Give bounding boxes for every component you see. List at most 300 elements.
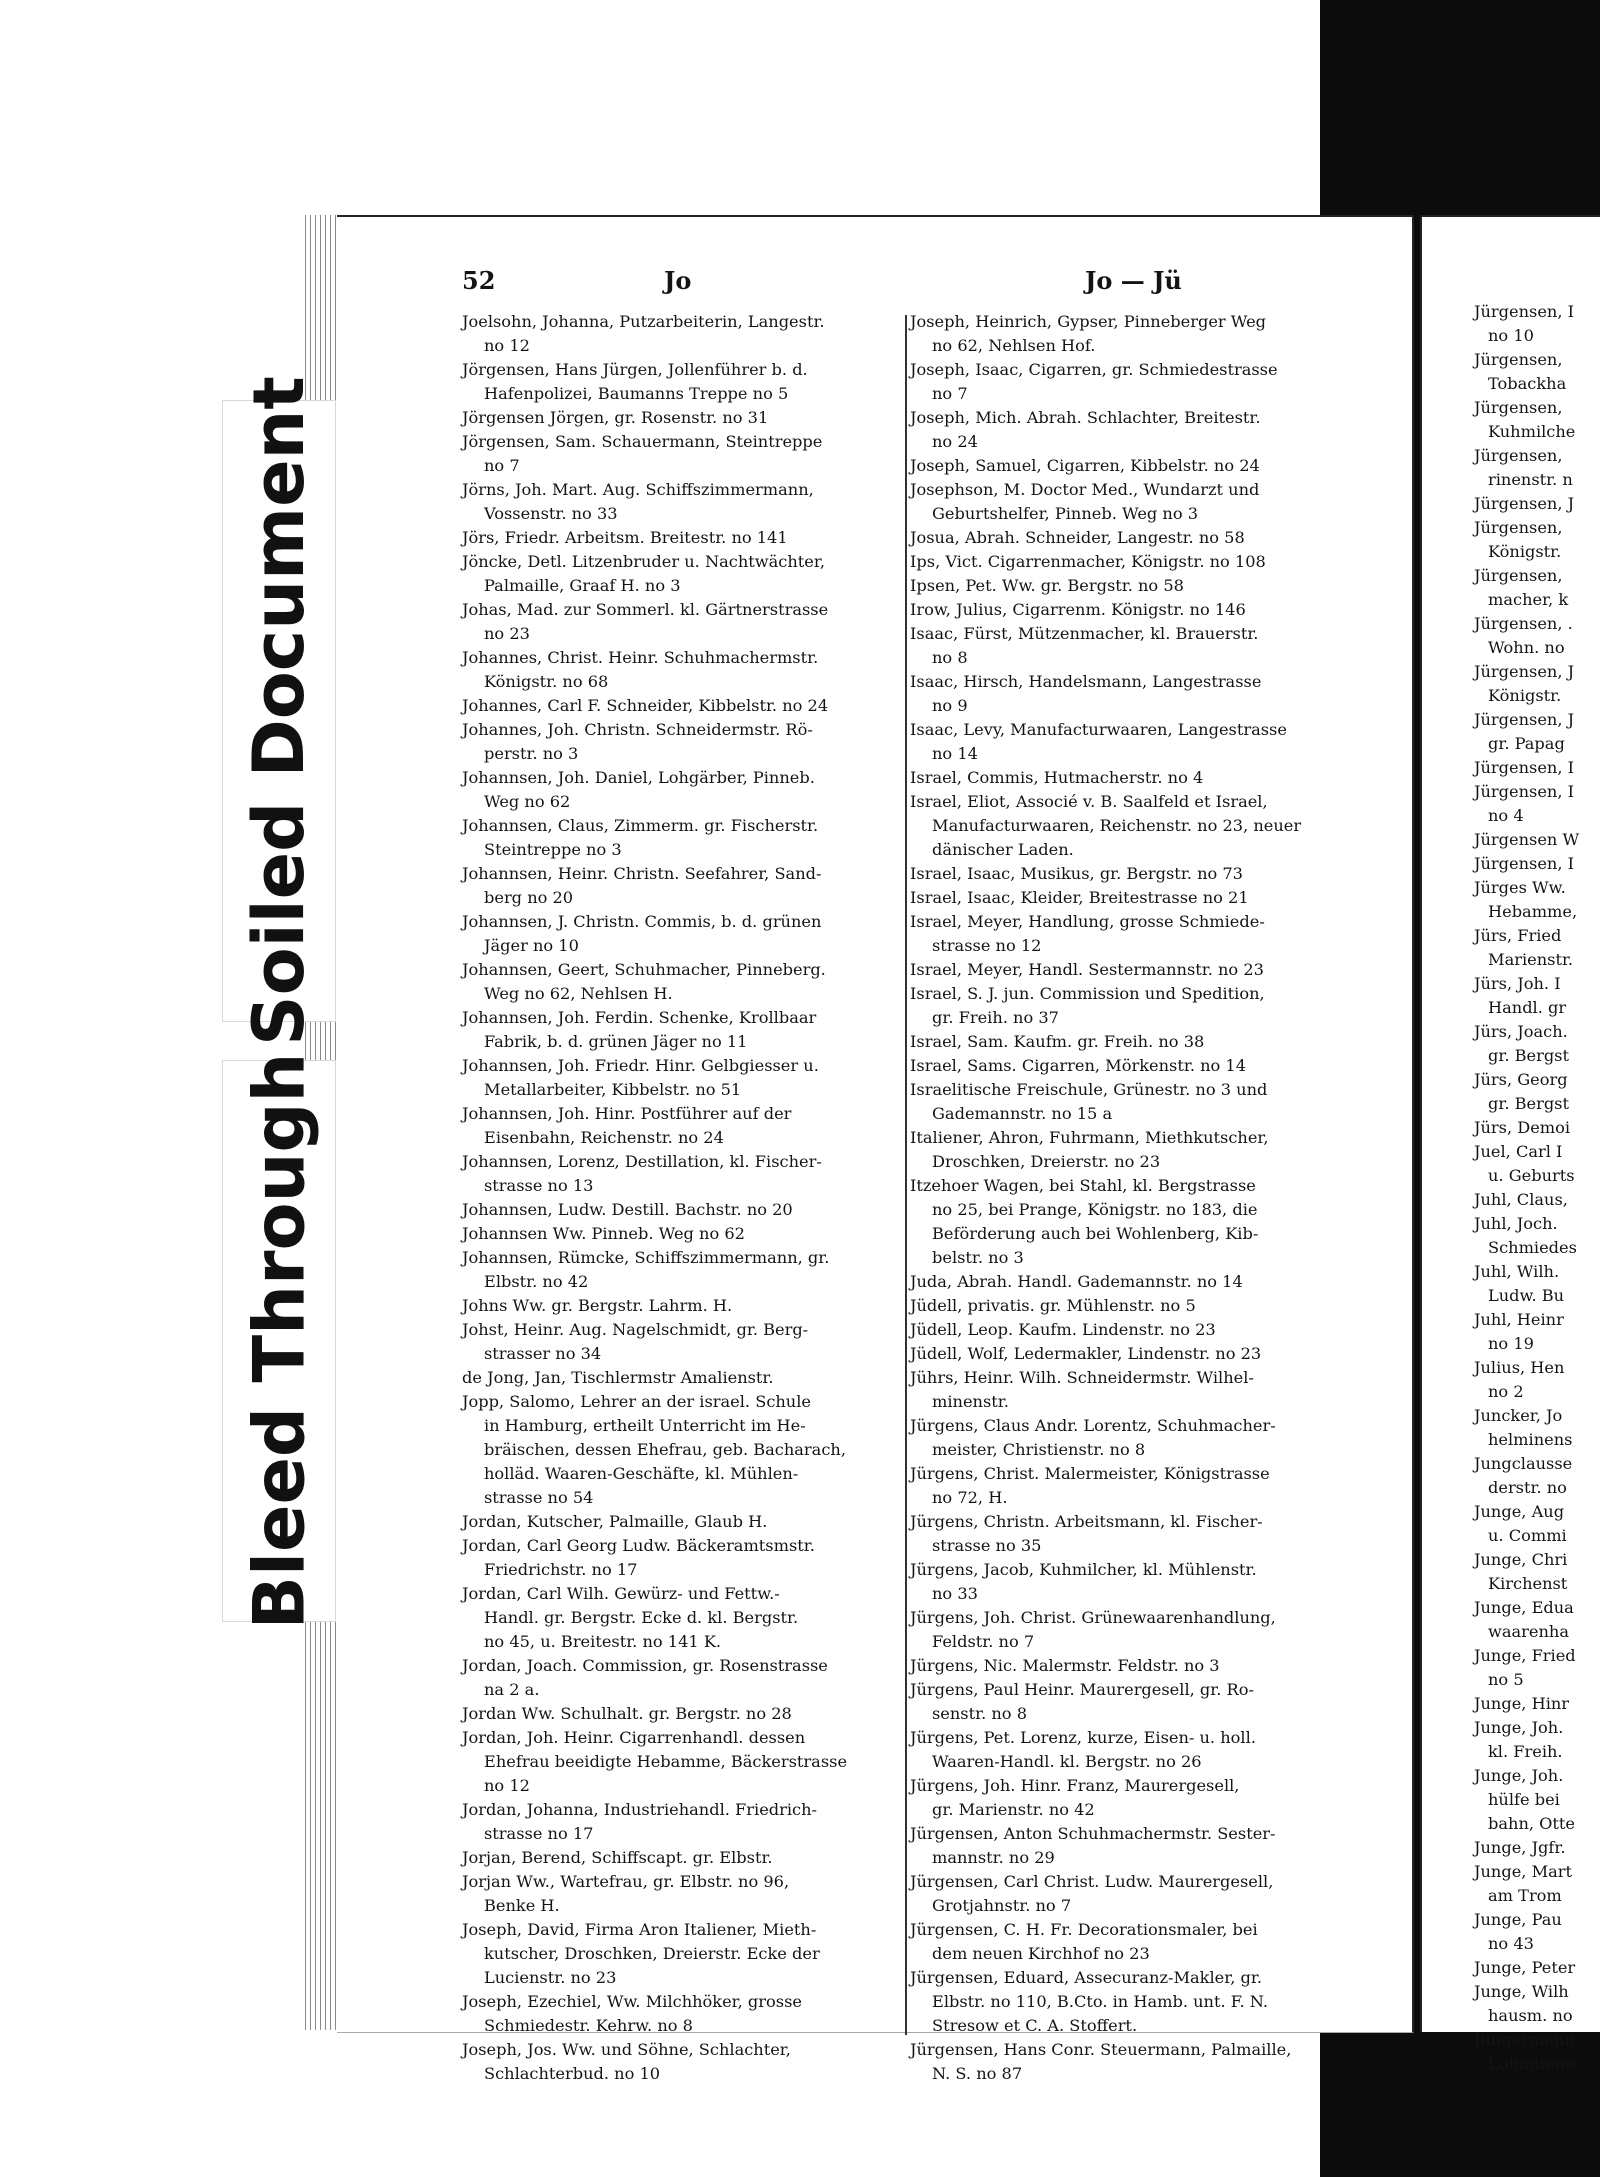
facing-page-line: helminens	[1488, 1430, 1573, 1449]
facing-page-line: Kuhmilche	[1488, 422, 1576, 441]
facing-page-line: Ludw. Bu	[1488, 1286, 1565, 1305]
entry-name-line: Johas, Mad. zur Sommerl. kl. Gärtnerstrasse	[462, 600, 829, 619]
entry-name-line: Johannsen, Claus, Zimmerm. gr. Fischerstr.	[462, 816, 819, 835]
entry-continuation-line: strasser no 34	[484, 1344, 602, 1363]
facing-page-column	[1474, 300, 1600, 2076]
facing-page-line: Jürgensen,	[1474, 446, 1563, 465]
entry-name-line: Joseph, David, Firma Aron Italiener, Mieth-	[462, 1920, 817, 1939]
entry-name-line: Isaac, Hirsch, Handelsmann, Langestrasse	[910, 672, 1262, 691]
directory-entry	[910, 526, 1355, 550]
entry-name-line: Jürgens, Pet. Lorenz, kurze, Eisen- u. holl.	[910, 1728, 1256, 1747]
entry-name-line: Jordan, Carl Wilh. Gewürz- und Fettw.-	[462, 1584, 780, 1603]
soiled-document-label: Soiled Document	[238, 376, 320, 1046]
entry-name-line: Jürgens, Christn. Arbeitsmann, kl. Fischer-	[910, 1512, 1263, 1531]
entry-name-line: Ips, Vict. Cigarrenmacher, Königstr. no 108	[910, 552, 1266, 571]
directory-entry	[462, 1102, 907, 1150]
directory-entry	[462, 1870, 907, 1918]
entry-name-line: Israel, Sam. Kaufm. gr. Freih. no 38	[910, 1032, 1205, 1051]
entry-name-line: Isaac, Fürst, Mützenmacher, kl. Brauerstr.	[910, 624, 1259, 643]
facing-page-line: Jürgensen, J	[1474, 662, 1575, 681]
facing-page-line: gr. Bergst	[1488, 1094, 1569, 1113]
entry-name-line: Israel, Commis, Hutmacherstr. no 4	[910, 768, 1204, 787]
entry-name-line: Johannsen, Joh. Hinr. Postführer auf der	[462, 1104, 792, 1123]
facing-page-line: no 43	[1488, 1934, 1534, 1953]
entry-name-line: Jürgens, Jacob, Kuhmilcher, kl. Mühlenstr.	[910, 1560, 1257, 1579]
entry-name-line: Johannsen, Joh. Daniel, Lohgärber, Pinneb.	[462, 768, 815, 787]
directory-entry	[910, 598, 1355, 622]
directory-entry	[910, 958, 1355, 982]
directory-entry	[910, 1414, 1355, 1462]
directory-entry	[462, 766, 907, 814]
facing-page-line: Jungclausse	[1474, 1454, 1573, 1473]
entry-name-line: Israel, S. J. jun. Commission und Spedition,	[910, 984, 1265, 1003]
facing-page-line: Julius, Hen	[1474, 1358, 1565, 1377]
directory-entry	[910, 1462, 1355, 1510]
entry-continuation-line: strasse no 13	[484, 1176, 594, 1195]
entry-name-line: Jürgensen, Carl Christ. Ludw. Maurergesell,	[910, 1872, 1274, 1891]
directory-entry	[462, 1390, 907, 1510]
directory-entry	[910, 1726, 1355, 1774]
facing-page-line: Jungermann	[1474, 2030, 1575, 2049]
directory-entry	[462, 1222, 907, 1246]
entry-continuation-line: holläd. Waaren-Geschäfte, kl. Mühlen-	[484, 1464, 799, 1483]
entry-continuation-line: belstr. no 3	[932, 1248, 1024, 1267]
entry-name-line: Johannes, Carl F. Schneider, Kibbelstr. no 24	[462, 696, 829, 715]
directory-entry	[910, 1510, 1355, 1558]
entry-name-line: Joseph, Heinrich, Gypser, Pinneberger Weg	[910, 312, 1267, 331]
entry-name-line: Jordan, Joh. Heinr. Cigarrenhandl. dessen	[462, 1728, 806, 1747]
entry-name-line: Jürgens, Joh. Christ. Grünewaarenhandlung,	[910, 1608, 1276, 1627]
facing-page-line: Juhl, Wilh.	[1474, 1262, 1560, 1281]
facing-page-line: Jürgensen W	[1474, 830, 1580, 849]
entry-continuation-line: kutscher, Droschken, Dreierstr. Ecke der	[484, 1944, 820, 1963]
entry-continuation-line: na 2 a.	[484, 1680, 540, 1699]
entry-continuation-line: Manufacturwaaren, Reichenstr. no 23, neuer	[932, 816, 1302, 835]
entry-name-line: Joseph, Jos. Ww. und Söhne, Schlachter,	[462, 2040, 791, 2059]
facing-page-line: Juel, Carl I	[1474, 1142, 1563, 1161]
entry-name-line: Jörgensen Jörgen, gr. Rosenstr. no 31	[462, 408, 769, 427]
directory-entry	[462, 1318, 907, 1366]
directory-entry	[910, 550, 1355, 574]
entry-continuation-line: Hafenpolizei, Baumanns Treppe no 5	[484, 384, 789, 403]
directory-entry	[910, 1966, 1355, 2038]
entry-name-line: Jürgens, Nic. Malermstr. Feldstr. no 3	[910, 1656, 1220, 1675]
entry-continuation-line: Beförderung auch bei Wohlenberg, Kib-	[932, 1224, 1259, 1243]
entry-continuation-line: in Hamburg, ertheilt Unterricht im He-	[484, 1416, 806, 1435]
directory-entry	[462, 2038, 907, 2086]
entry-continuation-line: Geburtshelfer, Pinneb. Weg no 3	[932, 504, 1199, 523]
facing-page-line: waarenha	[1488, 1622, 1569, 1641]
bleed-through-label: Bleed Through	[238, 1052, 320, 1630]
entry-name-line: Israel, Eliot, Associé v. B. Saalfeld et Israel,	[910, 792, 1268, 811]
entry-continuation-line: Grotjahnstr. no 7	[932, 1896, 1072, 1915]
entry-name-line: Johannsen, Lorenz, Destillation, kl. Fischer-	[462, 1152, 822, 1171]
facing-page-line: Jürs, Demoi	[1474, 1118, 1571, 1137]
entry-name-line: Johannsen, Joh. Friedr. Hinr. Gelbgiesser u.	[462, 1056, 819, 1075]
entry-continuation-line: dänischer Laden.	[932, 840, 1074, 859]
entry-name-line: Italiener, Ahron, Fuhrmann, Miethkutscher,	[910, 1128, 1269, 1147]
facing-page-line: Junge, Joh.	[1474, 1766, 1564, 1785]
facing-page-line: Königstr.	[1488, 686, 1562, 705]
facing-page-line: Handl. gr	[1488, 998, 1567, 1017]
entry-name-line: Johannsen Ww. Pinneb. Weg no 62	[462, 1224, 745, 1243]
entry-continuation-line: mannstr. no 29	[932, 1848, 1055, 1867]
directory-entry	[910, 622, 1355, 670]
facing-page-line: Lohndiene	[1488, 2054, 1575, 2073]
facing-page-line: Hebamme,	[1488, 902, 1578, 921]
facing-page-line: Jürgensen,	[1474, 518, 1563, 537]
entry-continuation-line: no 23	[484, 624, 530, 643]
facing-page-line: Junge, Wilh	[1474, 1982, 1569, 2001]
directory-entry	[462, 862, 907, 910]
facing-page-line: Junge, Edua	[1474, 1598, 1574, 1617]
facing-page-line: Königstr.	[1488, 542, 1562, 561]
facing-page-line: Jürgensen, I	[1474, 302, 1575, 321]
entry-continuation-line: Vossenstr. no 33	[484, 504, 618, 523]
directory-entry	[910, 2038, 1355, 2086]
page-number: 52	[462, 266, 496, 295]
entry-continuation-line: no 33	[932, 1584, 978, 1603]
entry-continuation-line: Benke H.	[484, 1896, 560, 1915]
entry-name-line: Johannsen, J. Christn. Commis, b. d. grünen	[462, 912, 822, 931]
directory-entry	[910, 982, 1355, 1030]
entry-name-line: Israel, Isaac, Kleider, Breitestrasse no 21	[910, 888, 1249, 907]
entry-name-line: Jorjan, Berend, Schiffscapt. gr. Elbstr.	[462, 1848, 773, 1867]
facing-page-line: rinenstr. n	[1488, 470, 1573, 489]
directory-entry	[462, 718, 907, 766]
entry-continuation-line: Weg no 62	[484, 792, 571, 811]
entry-continuation-line: Schlachterbud. no 10	[484, 2064, 661, 2083]
entry-continuation-line: no 7	[484, 456, 520, 475]
facing-page-line: hausm. no	[1488, 2006, 1573, 2025]
facing-page-line: Jürs, Joh. I	[1474, 974, 1561, 993]
entry-continuation-line: senstr. no 8	[932, 1704, 1027, 1723]
directory-entry	[462, 1726, 907, 1798]
directory-entry	[462, 406, 907, 430]
entry-name-line: Jüdell, Wolf, Ledermakler, Lindenstr. no 23	[910, 1344, 1262, 1363]
entry-name-line: Jüdell, privatis. gr. Mühlenstr. no 5	[910, 1296, 1196, 1315]
directory-entry	[910, 766, 1355, 790]
directory-entry	[462, 1654, 907, 1702]
entry-continuation-line: Eisenbahn, Reichenstr. no 24	[484, 1128, 724, 1147]
directory-entry	[910, 1174, 1355, 1270]
entry-continuation-line: strasse no 54	[484, 1488, 594, 1507]
directory-entry	[462, 1366, 907, 1390]
facing-page-line: u. Commi	[1488, 1526, 1567, 1545]
entry-continuation-line: Gademannstr. no 15 a	[932, 1104, 1113, 1123]
entry-name-line: Jürgens, Claus Andr. Lorentz, Schuhmacher-	[910, 1416, 1276, 1435]
directory-entry	[462, 1918, 907, 1990]
entry-continuation-line: no 12	[484, 336, 530, 355]
directory-entry	[910, 1822, 1355, 1870]
entry-name-line: Johannsen, Ludw. Destill. Bachstr. no 20	[462, 1200, 793, 1219]
entry-continuation-line: Droschken, Dreierstr. no 23	[932, 1152, 1161, 1171]
directory-entry	[910, 910, 1355, 958]
directory-entry	[910, 478, 1355, 526]
entry-name-line: Joseph, Samuel, Cigarren, Kibbelstr. no 24	[910, 456, 1260, 475]
facing-page-line: Marienstr.	[1488, 950, 1574, 969]
entry-continuation-line: minenstr.	[932, 1392, 1009, 1411]
directory-entry	[910, 1366, 1355, 1414]
directory-entry	[462, 1798, 907, 1846]
facing-page-line: hülfe bei	[1488, 1790, 1560, 1809]
facing-page-line: Juncker, Jo	[1474, 1406, 1563, 1425]
entry-name-line: Jordan, Kutscher, Palmaille, Glaub H.	[462, 1512, 768, 1531]
entry-name-line: Jürgens, Paul Heinr. Maurergesell, gr. Ro-	[910, 1680, 1254, 1699]
entry-continuation-line: strasse no 35	[932, 1536, 1042, 1555]
entry-continuation-line: strasse no 12	[932, 936, 1042, 955]
entry-name-line: Jordan, Johanna, Industriehandl. Friedrich-	[462, 1800, 818, 1819]
running-header-left: Jo	[664, 266, 692, 295]
facing-page-line: macher, k	[1488, 590, 1569, 609]
entry-continuation-line: no 12	[484, 1776, 530, 1795]
directory-entry	[462, 478, 907, 526]
facing-page-line: Junge, Jgfr.	[1474, 1838, 1566, 1857]
facing-page-line: Junge, Joh.	[1474, 1718, 1564, 1737]
entry-continuation-line: Steintreppe no 3	[484, 840, 622, 859]
facing-page-line: bahn, Otte	[1488, 1814, 1576, 1833]
entry-continuation-line: Stresow et C. A. Stoffert.	[932, 2016, 1138, 2035]
entry-continuation-line: no 9	[932, 696, 968, 715]
directory-entry	[910, 862, 1355, 886]
soiled-document-stamp	[222, 376, 336, 1046]
facing-page-line: Jürgensen, J	[1474, 710, 1575, 729]
entry-name-line: Jührs, Heinr. Wilh. Schneidermstr. Wilhel-	[910, 1368, 1254, 1387]
directory-entry	[910, 406, 1355, 454]
facing-page-line: Jürgensen,	[1474, 350, 1563, 369]
entry-name-line: Israel, Meyer, Handl. Sestermannstr. no 23	[910, 960, 1264, 979]
entry-continuation-line: no 7	[932, 384, 968, 403]
entry-continuation-line: gr. Marienstr. no 42	[932, 1800, 1095, 1819]
entry-continuation-line: bräischen, dessen Ehefrau, geb. Bacharach,	[484, 1440, 846, 1459]
facing-page-line: Junge, Pau	[1474, 1910, 1562, 1929]
directory-entry	[462, 598, 907, 646]
facing-page-line: Kirchenst	[1488, 1574, 1568, 1593]
facing-page-line: Schmiedes	[1488, 1238, 1577, 1257]
entry-name-line: Jüdell, Leop. Kaufm. Lindenstr. no 23	[910, 1320, 1216, 1339]
directory-entry	[910, 670, 1355, 718]
facing-page-line: Junge, Fried	[1474, 1646, 1576, 1665]
facing-page-line: Jürgensen, J	[1474, 494, 1575, 513]
facing-page-line: Jürs, Georg	[1474, 1070, 1568, 1089]
directory-entry	[462, 1990, 907, 2038]
facing-page-line: Junge, Chri	[1474, 1550, 1568, 1569]
directory-entry	[910, 718, 1355, 766]
entry-name-line: Jordan, Carl Georg Ludw. Bäckeramtsmstr.	[462, 1536, 815, 1555]
entry-continuation-line: Palmaille, Graaf H. no 3	[484, 576, 681, 595]
running-header-right: Jo — Jü	[1085, 266, 1182, 295]
directory-entry	[462, 358, 907, 406]
entry-continuation-line: gr. Freih. no 37	[932, 1008, 1059, 1027]
entry-continuation-line: Fabrik, b. d. grünen Jäger no 11	[484, 1032, 748, 1051]
entry-name-line: Josephson, M. Doctor Med., Wundarzt und	[910, 480, 1260, 499]
directory-entry	[910, 1078, 1355, 1126]
directory-entry	[910, 790, 1355, 862]
entry-name-line: de Jong, Jan, Tischlermstr Amalienstr.	[462, 1368, 774, 1387]
directory-entry	[462, 1198, 907, 1222]
entry-name-line: Juda, Abrah. Handl. Gademannstr. no 14	[910, 1272, 1243, 1291]
entry-continuation-line: no 24	[932, 432, 978, 451]
directory-entry	[462, 1846, 907, 1870]
entry-name-line: Johannsen, Geert, Schuhmacher, Pinneberg.	[462, 960, 826, 979]
entry-continuation-line: strasse no 17	[484, 1824, 594, 1843]
facing-page-line: Jürs, Fried	[1474, 926, 1562, 945]
directory-entry	[910, 1126, 1355, 1174]
right-column	[910, 310, 1355, 2086]
facing-page-line: Juhl, Joch.	[1474, 1214, 1558, 1233]
directory-entry	[910, 1774, 1355, 1822]
directory-entry	[462, 310, 907, 358]
directory-entry	[462, 526, 907, 550]
directory-entry	[910, 574, 1355, 598]
entry-continuation-line: meister, Christienstr. no 8	[932, 1440, 1146, 1459]
facing-page-line: Junge, Aug	[1474, 1502, 1565, 1521]
entry-name-line: Johannsen, Joh. Ferdin. Schenke, Krollbaar	[462, 1008, 817, 1027]
directory-entry	[462, 1294, 907, 1318]
directory-entry	[462, 1150, 907, 1198]
facing-page-line: Jürgensen,	[1474, 398, 1563, 417]
entry-name-line: Ipsen, Pet. Ww. gr. Bergstr. no 58	[910, 576, 1184, 595]
facing-page-line: Jürges Ww.	[1474, 878, 1566, 897]
directory-entry	[910, 1270, 1355, 1294]
entry-continuation-line: Königstr. no 68	[484, 672, 609, 691]
entry-name-line: Itzehoer Wagen, bei Stahl, kl. Bergstrasse	[910, 1176, 1256, 1195]
facing-page-line: gr. Bergst	[1488, 1046, 1569, 1065]
facing-page-line: kl. Freih.	[1488, 1742, 1563, 1761]
entry-continuation-line: no 14	[932, 744, 978, 763]
entry-name-line: Israel, Sams. Cigarren, Mörkenstr. no 14	[910, 1056, 1247, 1075]
entry-name-line: Israel, Meyer, Handlung, grosse Schmiede-	[910, 912, 1265, 931]
directory-entry	[910, 1654, 1355, 1678]
facing-page-line: Junge, Mart	[1474, 1862, 1573, 1881]
directory-entry	[910, 310, 1355, 358]
entry-name-line: Jörgensen, Sam. Schauermann, Steintreppe	[462, 432, 823, 451]
directory-entry	[910, 454, 1355, 478]
directory-entry	[910, 1558, 1355, 1606]
entry-name-line: Jöncke, Detl. Litzenbruder u. Nachtwächter,	[462, 552, 825, 571]
facing-page-line: Junge, Hinr	[1474, 1694, 1570, 1713]
entry-name-line: Isaac, Levy, Manufacturwaaren, Langestrasse	[910, 720, 1287, 739]
entry-name-line: Jürgens, Christ. Malermeister, Königstrasse	[910, 1464, 1270, 1483]
directory-entry	[910, 1318, 1355, 1342]
entry-name-line: Jürgensen, Anton Schuhmachermstr. Sester-	[910, 1824, 1276, 1843]
entry-continuation-line: Elbstr. no 42	[484, 1272, 589, 1291]
column-divider	[905, 315, 907, 2035]
entry-continuation-line: Jäger no 10	[484, 936, 579, 955]
entry-continuation-line: no 62, Nehlsen Hof.	[932, 336, 1096, 355]
entry-name-line: Joseph, Isaac, Cigarren, gr. Schmiedestrasse	[910, 360, 1278, 379]
facing-page-line: Jürgensen, .	[1474, 614, 1573, 633]
entry-continuation-line: Elbstr. no 110, B.Cto. in Hamb. unt. F. N.	[932, 1992, 1269, 2011]
entry-continuation-line: perstr. no 3	[484, 744, 579, 763]
entry-name-line: Jörgensen, Hans Jürgen, Jollenführer b. d.	[462, 360, 808, 379]
entry-continuation-line: Metallarbeiter, Kibbelstr. no 51	[484, 1080, 742, 1099]
facing-page-line: gr. Papag	[1488, 734, 1565, 753]
directory-entry	[462, 646, 907, 694]
facing-page-line: no 19	[1488, 1334, 1534, 1353]
entry-name-line: Joseph, Mich. Abrah. Schlachter, Breitestr.	[910, 408, 1261, 427]
entry-name-line: Josua, Abrah. Schneider, Langestr. no 58	[910, 528, 1245, 547]
facing-page-line: Juhl, Claus,	[1474, 1190, 1568, 1209]
facing-page-line: Tobackha	[1488, 374, 1567, 393]
directory-entry	[462, 814, 907, 862]
entry-name-line: Joelsohn, Johanna, Putzarbeiterin, Langestr.	[462, 312, 825, 331]
directory-entry	[462, 1702, 907, 1726]
directory-entry	[910, 886, 1355, 910]
entry-name-line: Israel, Isaac, Musikus, gr. Bergstr. no 73	[910, 864, 1243, 883]
entry-name-line: Jürgensen, C. H. Fr. Decorationsmaler, bei	[910, 1920, 1258, 1939]
entry-name-line: Johannsen, Heinr. Christn. Seefahrer, Sand-	[462, 864, 822, 883]
directory-entry	[462, 1006, 907, 1054]
directory-entry	[910, 1294, 1355, 1318]
facing-page-line: Jürgensen,	[1474, 566, 1563, 585]
entry-name-line: Israelitische Freischule, Grünestr. no 3 und	[910, 1080, 1268, 1099]
directory-entry	[462, 910, 907, 958]
facing-page-line: Juhl, Heinr	[1474, 1310, 1564, 1329]
directory-entry	[910, 1054, 1355, 1078]
facing-page-line: no 10	[1488, 326, 1534, 345]
entry-name-line: Jordan Ww. Schulhalt. gr. Bergstr. no 28	[462, 1704, 792, 1723]
facing-page-line: no 4	[1488, 806, 1524, 825]
entry-name-line: Jörns, Joh. Mart. Aug. Schiffszimmermann,	[462, 480, 814, 499]
directory-entry	[910, 1342, 1355, 1366]
facing-page-line: Junge, Peter	[1474, 1958, 1576, 1977]
directory-entry	[910, 358, 1355, 406]
directory-entry	[910, 1606, 1355, 1654]
entry-name-line: Jürgensen, Hans Conr. Steuermann, Palmaille,	[910, 2040, 1292, 2059]
facing-page-line: derstr. no	[1488, 1478, 1567, 1497]
entry-continuation-line: Lucienstr. no 23	[484, 1968, 617, 1987]
facing-page-line: Jürgensen, I	[1474, 782, 1575, 801]
entry-continuation-line: N. S. no 87	[932, 2064, 1023, 2083]
facing-page-line: am Trom	[1488, 1886, 1562, 1905]
entry-name-line: Jordan, Joach. Commission, gr. Rosenstrasse	[462, 1656, 828, 1675]
bleed-through-stamp	[222, 1052, 336, 1630]
entry-name-line: Johns Ww. gr. Bergstr. Lahrm. H.	[462, 1296, 733, 1315]
directory-entry	[910, 1678, 1355, 1726]
directory-entry	[910, 1870, 1355, 1918]
entry-continuation-line: no 72, H.	[932, 1488, 1008, 1507]
directory-entry	[462, 1534, 907, 1582]
entry-continuation-line: no 8	[932, 648, 968, 667]
facing-page-line: no 5	[1488, 1670, 1524, 1689]
entry-name-line: Jürgens, Joh. Hinr. Franz, Maurergesell,	[910, 1776, 1240, 1795]
directory-entry	[462, 1582, 907, 1654]
facing-page-line: Jürgensen, I	[1474, 758, 1575, 777]
entry-continuation-line: no 45, u. Breitestr. no 141 K.	[484, 1632, 722, 1651]
entry-continuation-line: Friedrichstr. no 17	[484, 1560, 638, 1579]
facing-page-line: no 2	[1488, 1382, 1524, 1401]
entry-continuation-line: berg no 20	[484, 888, 574, 907]
facing-page-line: Jürgensen, I	[1474, 854, 1575, 873]
entry-continuation-line: Weg no 62, Nehlsen H.	[484, 984, 673, 1003]
entry-continuation-line: Feldstr. no 7	[932, 1632, 1035, 1651]
entry-continuation-line: Ehefrau beeidigte Hebamme, Bäckerstrasse	[484, 1752, 848, 1771]
facing-page-line: u. Geburts	[1488, 1166, 1575, 1185]
entry-continuation-line: Waaren-Handl. kl. Bergstr. no 26	[932, 1752, 1202, 1771]
left-column	[462, 310, 907, 2086]
entry-name-line: Johannes, Christ. Heinr. Schuhmachermstr.	[462, 648, 819, 667]
directory-entry	[462, 694, 907, 718]
entry-name-line: Jorjan Ww., Wartefrau, gr. Elbstr. no 96,	[462, 1872, 790, 1891]
entry-continuation-line: no 25, bei Prange, Königstr. no 183, die	[932, 1200, 1258, 1219]
directory-entry	[910, 1030, 1355, 1054]
directory-entry	[910, 1918, 1355, 1966]
entry-name-line: Jörs, Friedr. Arbeitsm. Breitestr. no 141	[462, 528, 788, 547]
directory-entry	[462, 430, 907, 478]
entry-name-line: Johst, Heinr. Aug. Nagelschmidt, gr. Berg-	[462, 1320, 809, 1339]
directory-entry	[462, 1246, 907, 1294]
